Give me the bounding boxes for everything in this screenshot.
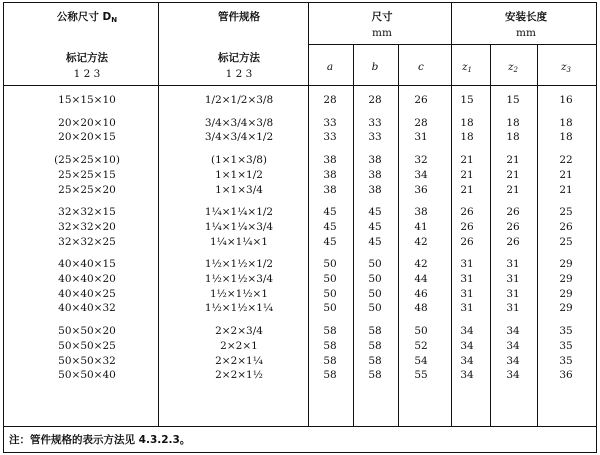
cell-b: 50 [368, 302, 382, 315]
cell-z1: 21 [460, 183, 474, 196]
grid-line-horizontal [308, 44, 596, 45]
mark-nums: 1 2 3 [73, 68, 101, 80]
dn-label: 50×50×40 [58, 369, 116, 382]
cell-b: 45 [368, 235, 382, 248]
cell-z2: 21 [506, 183, 520, 196]
spec-cell: 2×2×1¼ [215, 354, 263, 367]
grid-line-vertical [308, 2, 309, 426]
cell-a: 33 [323, 131, 337, 144]
cell-b: 33 [368, 116, 382, 129]
cell-z3: 21 [559, 168, 573, 181]
cell-z3: 29 [559, 287, 573, 300]
cell-c: 41 [414, 220, 428, 233]
cell-z3: 16 [559, 94, 573, 106]
cell-c: 26 [414, 94, 428, 106]
cell-a: 38 [323, 154, 337, 167]
cell-z3: 25 [559, 235, 573, 248]
cell-z2: 31 [506, 258, 520, 271]
dn-label: 50×50×25 [58, 339, 116, 352]
grid-line-vertical [158, 2, 159, 426]
cell-z2: 26 [506, 206, 520, 219]
spec-cell: (1×1×3/8) [210, 154, 268, 167]
cell-z2: 26 [506, 220, 520, 233]
dn-label: 32×32×25 [58, 235, 116, 248]
cell-c: 32 [414, 154, 428, 167]
header-install: 安装长度 [505, 11, 547, 23]
cell-b: 38 [368, 154, 382, 167]
mark-method-2: 标记方法 [218, 52, 260, 64]
cell-z2: 18 [506, 131, 520, 144]
cell-z1: 34 [460, 339, 474, 352]
cell-b: 28 [368, 94, 382, 106]
cell-z1: 26 [460, 220, 474, 233]
cell-z1: 31 [460, 273, 474, 285]
cell-b: 45 [368, 206, 382, 219]
spec-cell: 1/2×1/2×3/8 [204, 94, 274, 106]
cell-b: 33 [368, 131, 382, 144]
cell-z1: 31 [460, 287, 474, 300]
cell-b: 58 [368, 339, 382, 352]
cell-z3: 18 [559, 116, 573, 129]
cell-a: 45 [323, 235, 337, 248]
cell-c: 31 [414, 131, 428, 144]
cell-c: 55 [414, 369, 428, 382]
cell-z1: 31 [460, 258, 474, 271]
cell-c: 44 [414, 273, 428, 285]
cell-a: 58 [323, 339, 337, 352]
cell-b: 38 [368, 183, 382, 196]
cell-z1: 21 [460, 154, 474, 167]
cell-c: 28 [414, 116, 428, 129]
header-a: a [326, 61, 334, 73]
dn-label: 20×20×10 [58, 116, 116, 129]
spec-cell: 2×2×1 [220, 339, 258, 352]
mark-nums-2: 1 2 3 [225, 68, 253, 80]
grid-line-vertical [451, 2, 452, 426]
cell-z3: 35 [559, 354, 573, 367]
cell-z3: 36 [559, 369, 573, 382]
cell-c: 42 [414, 258, 428, 271]
spec-cell: 1¼×1¼×1/2 [204, 206, 274, 219]
cell-z2: 21 [506, 154, 520, 167]
cell-z2: 26 [506, 235, 520, 248]
header-size-unit: mm [372, 27, 392, 39]
header-install-unit: mm [516, 27, 536, 39]
grid-line-vertical [353, 44, 354, 426]
cell-a: 38 [323, 183, 337, 196]
cell-z2: 18 [506, 116, 520, 129]
cell-b: 58 [368, 325, 382, 338]
dn-label: 25×25×20 [58, 183, 116, 196]
cell-b: 50 [368, 273, 382, 285]
cell-a: 50 [323, 287, 337, 300]
cell-b: 50 [368, 258, 382, 271]
grid-line-vertical [398, 44, 399, 426]
dn-label: (25×25×10) [54, 154, 120, 167]
grid-line-vertical [490, 44, 491, 426]
header-z3: $z_3$ [560, 61, 572, 74]
dn-label: 32×32×15 [58, 206, 116, 219]
cell-z1: 18 [460, 131, 474, 144]
dn-label: 50×50×32 [58, 354, 116, 367]
cell-b: 38 [368, 168, 382, 181]
grid-line-vertical [537, 44, 538, 426]
cell-z2: 21 [506, 168, 520, 181]
cell-z2: 15 [506, 94, 520, 106]
dn-label: 50×50×20 [58, 325, 116, 338]
header-size: 尺寸 [371, 11, 393, 23]
spec-cell: 1¼×1¼×3/4 [204, 220, 274, 233]
grid-line-horizontal [3, 426, 597, 427]
cell-z2: 31 [506, 287, 520, 300]
spec-cell: 2×2×3/4 [215, 325, 263, 338]
cell-a: 33 [323, 116, 337, 129]
header-z1: $z_1$ [461, 61, 473, 74]
cell-z2: 31 [506, 302, 520, 315]
dn-label: 40×40×20 [58, 273, 116, 285]
cell-c: 42 [414, 235, 428, 248]
spec-cell: 2×2×1½ [215, 369, 263, 382]
cell-z1: 18 [460, 116, 474, 129]
header-dn: 公称尺寸 $D_N$ [56, 11, 118, 24]
cell-a: 58 [323, 325, 337, 338]
cell-c: 48 [414, 302, 428, 315]
spec-cell: 1½×1½×1/2 [204, 258, 274, 271]
cell-z2: 34 [506, 325, 520, 338]
cell-c: 54 [414, 354, 428, 367]
header-b: b [371, 61, 379, 73]
spec-cell: 1½×1½×3/4 [204, 273, 274, 285]
cell-z3: 22 [559, 154, 573, 167]
cell-z3: 25 [559, 206, 573, 219]
cell-b: 58 [368, 369, 382, 382]
cell-z1: 21 [460, 168, 474, 181]
cell-a: 50 [323, 273, 337, 285]
cell-c: 52 [414, 339, 428, 352]
cell-a: 58 [323, 354, 337, 367]
spec-cell: 3/4×3/4×3/8 [204, 116, 274, 129]
cell-a: 50 [323, 258, 337, 271]
dn-label: 25×25×15 [58, 168, 116, 181]
cell-c: 34 [414, 168, 428, 181]
cell-z1: 31 [460, 302, 474, 315]
cell-a: 38 [323, 168, 337, 181]
grid-line-horizontal [3, 85, 597, 86]
cell-z1: 26 [460, 235, 474, 248]
mark-method: 标记方法 [66, 52, 108, 64]
cell-c: 46 [414, 287, 428, 300]
cell-z3: 35 [559, 339, 573, 352]
spec-cell: 1×1×3/4 [215, 183, 263, 196]
spec-cell: 1½×1½×1 [210, 287, 268, 300]
cell-z3: 26 [559, 220, 573, 233]
cell-a: 50 [323, 302, 337, 315]
table-note: 注：管件规格的表示方法见 4.3.2.3。 [9, 434, 191, 446]
spec-cell: 1×1×1/2 [215, 168, 263, 181]
cell-c: 36 [414, 183, 428, 196]
cell-b: 58 [368, 354, 382, 367]
dn-label: 15×15×10 [58, 94, 116, 106]
dn-label: 32×32×20 [58, 220, 116, 233]
cell-z1: 34 [460, 354, 474, 367]
cell-z1: 34 [460, 369, 474, 382]
cell-z2: 34 [506, 339, 520, 352]
cell-z3: 29 [559, 302, 573, 315]
cell-c: 50 [414, 325, 428, 338]
cell-z1: 15 [460, 94, 474, 106]
cell-z3: 21 [559, 183, 573, 196]
dn-label: 40×40×15 [58, 258, 116, 271]
cell-c: 38 [414, 206, 428, 219]
cell-z1: 26 [460, 206, 474, 219]
dn-label: 40×40×25 [58, 287, 116, 300]
spec-cell: 1½×1½×1¼ [204, 302, 274, 315]
cell-a: 28 [323, 94, 337, 106]
spec-cell: 3/4×3/4×1/2 [204, 131, 274, 144]
dn-label: 40×40×32 [58, 302, 116, 315]
cell-z3: 35 [559, 325, 573, 338]
dn-label: 20×20×15 [58, 131, 116, 144]
cell-z3: 29 [559, 273, 573, 285]
cell-a: 58 [323, 369, 337, 382]
cell-z3: 29 [559, 258, 573, 271]
cell-b: 50 [368, 287, 382, 300]
cell-a: 45 [323, 206, 337, 219]
header-spec: 管件规格 [218, 11, 260, 23]
cell-z2: 34 [506, 369, 520, 382]
cell-a: 45 [323, 220, 337, 233]
cell-z2: 34 [506, 354, 520, 367]
header-z2: $z_2$ [507, 61, 519, 74]
spec-cell: 1¼×1¼×1 [210, 235, 268, 248]
cell-z3: 18 [559, 131, 573, 144]
cell-b: 45 [368, 220, 382, 233]
header-c: c [418, 61, 424, 73]
cell-z2: 31 [506, 273, 520, 285]
cell-z1: 34 [460, 325, 474, 338]
